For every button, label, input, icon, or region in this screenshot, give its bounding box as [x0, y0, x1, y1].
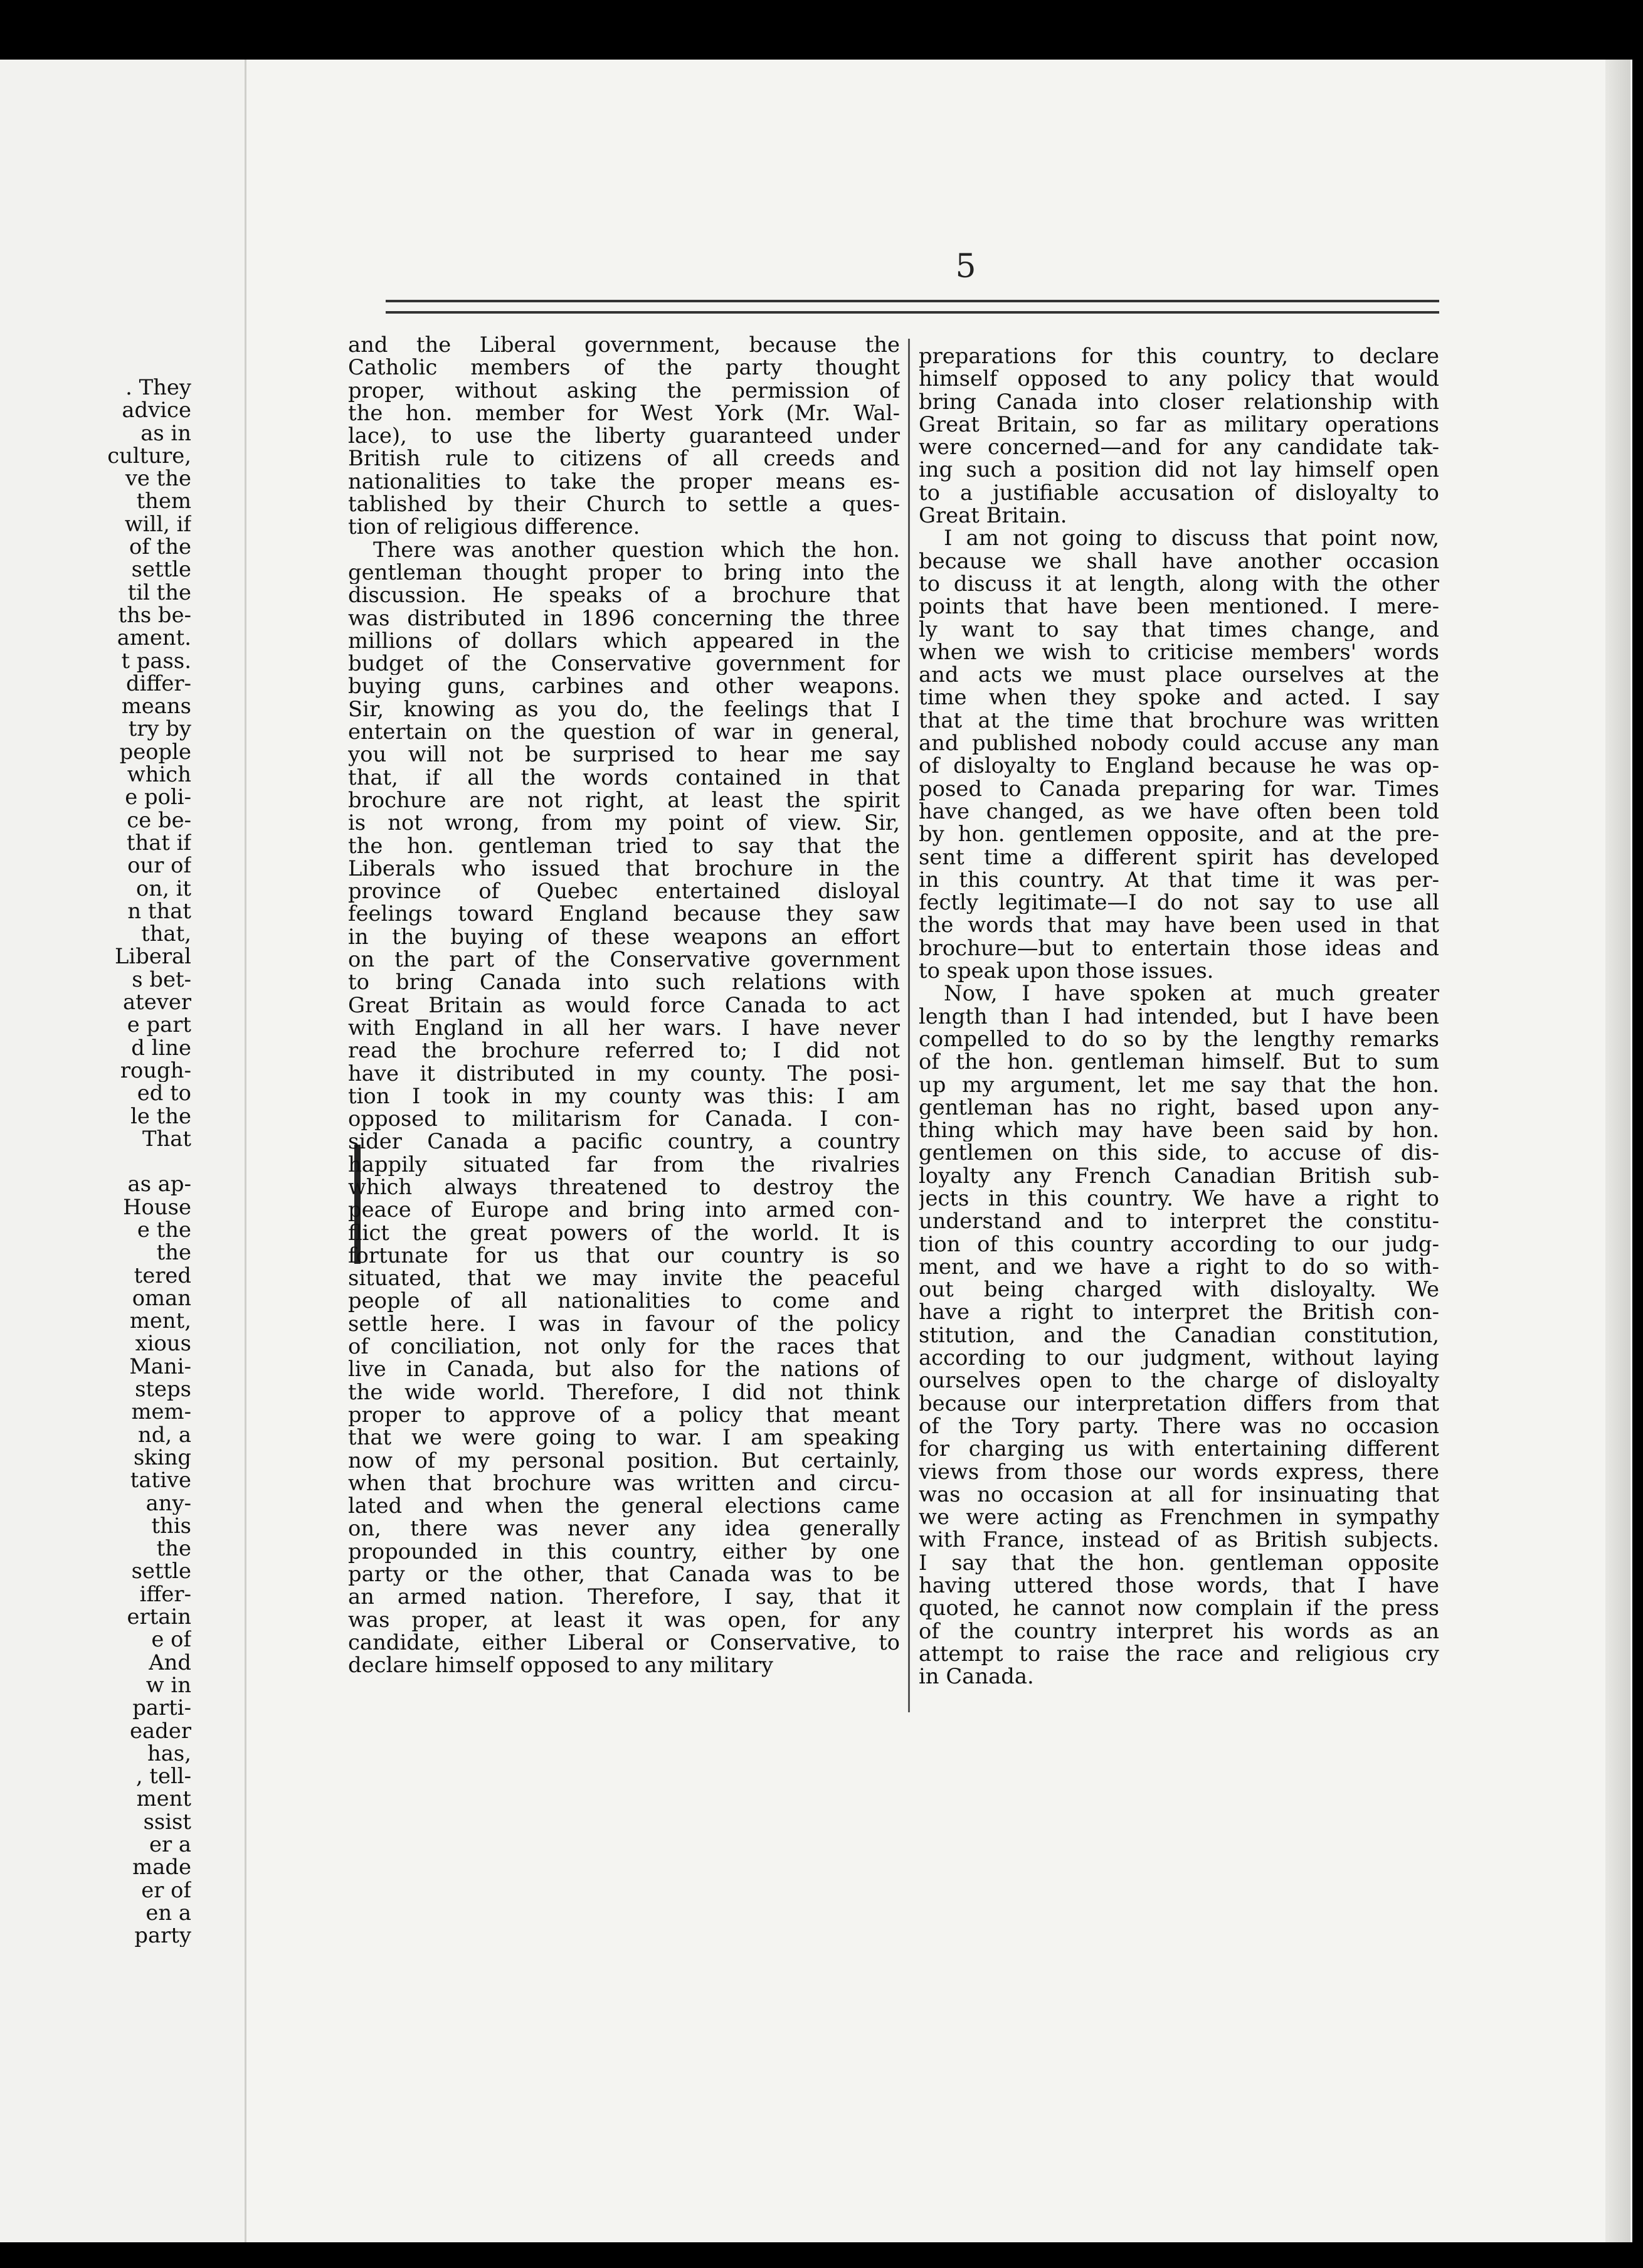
fragment-line: ve the: [125, 467, 191, 490]
fragment-line: any-: [145, 1492, 191, 1515]
text-line: Great Britain as would force Canada to act: [348, 994, 900, 1017]
text-line: were concerned—and for any candidate tak-: [919, 436, 1439, 459]
fragment-line: ssist: [143, 1810, 191, 1833]
fragment-line: Mani-: [129, 1355, 191, 1379]
text-line: declare himself opposed to any military: [348, 1654, 774, 1677]
fragment-line: er a: [149, 1833, 191, 1857]
text-line: points that have been mentioned. I mere-: [919, 595, 1439, 618]
fragment-line: e the: [137, 1218, 191, 1242]
text-line: on, there was never any idea generally: [348, 1517, 900, 1540]
fragment-line: settle: [131, 1560, 191, 1583]
fragment-line: And: [149, 1651, 191, 1674]
text-line: happily situated far from the rivalries: [348, 1153, 900, 1176]
text-line: tion of this country according to our judg-: [919, 1232, 1439, 1256]
text-line: flict the great powers of the world. It is: [348, 1221, 900, 1244]
text-line: the hon. member for West York (Mr. Wal-: [348, 401, 900, 425]
text-line: by hon. gentlemen opposite, and at the pre-: [919, 823, 1439, 846]
fragment-line: , tell-: [135, 1765, 191, 1788]
text-line: Great Britain, so far as military operations: [919, 413, 1439, 437]
text-line: lace), to use the liberty guaranteed under: [348, 425, 900, 448]
fragment-line: ment: [136, 1788, 191, 1811]
text-line: to discuss it at length, along with the other: [919, 572, 1439, 596]
text-line: Great Britain.: [919, 504, 1067, 527]
fragment-line: that,: [141, 923, 191, 946]
text-line: have a right to interpret the British con-: [919, 1301, 1439, 1324]
text-line: ly want to say that times change, and: [919, 618, 1439, 641]
text-line: of the Tory party. There was no occasion: [919, 1414, 1439, 1438]
text-line: loyalty any French Canadian British sub-: [919, 1164, 1439, 1187]
fragment-line: differ-: [125, 672, 191, 696]
text-line: stitution, and the Canadian constitution,: [919, 1323, 1439, 1347]
fragment-line: means: [121, 695, 191, 718]
text-line: preparations for this country, to declare: [919, 345, 1439, 368]
text-line: I say that the hon. gentleman opposite: [919, 1551, 1439, 1575]
text-line: sider Canada a pacific country, a country: [348, 1130, 900, 1153]
adjacent-page: [0, 60, 245, 2242]
text-line: and the Liberal government, because the: [348, 334, 900, 357]
text-line: up my argument, let me say that the hon.: [919, 1073, 1439, 1096]
fragment-line: ce be-: [127, 808, 191, 832]
text-line: with France, instead of as British subjects.: [919, 1529, 1439, 1552]
text-line: of conciliation, not only for the races that: [348, 1335, 900, 1359]
text-line: opposed to militarism for Canada. I con-: [348, 1108, 900, 1131]
fragment-line: the: [156, 1241, 191, 1264]
fragment-line: t pass.: [121, 649, 191, 672]
text-line: buying guns, carbines and other weapons.: [348, 675, 900, 698]
text-line: understand and to interpret the constitu-: [919, 1210, 1439, 1233]
fragment-line: d line: [131, 1036, 191, 1059]
text-line: is not wrong, from my point of view. Sir,: [348, 812, 900, 835]
text-line: sent time a different spirit has developed: [919, 845, 1439, 869]
text-line: proper to approve of a policy that meant: [348, 1403, 900, 1427]
text-line: jects in this country. We have a right to: [919, 1187, 1439, 1211]
adjacent-page-fragment-column: [0, 376, 191, 1947]
text-line: of the country interpret his words as an: [919, 1619, 1439, 1643]
fragment-line: this: [151, 1514, 191, 1538]
fragment-line: atever: [123, 991, 191, 1014]
fragment-line: er of: [141, 1879, 191, 1902]
text-line: peace of Europe and bring into armed con-: [348, 1199, 900, 1222]
fragment-line: House: [123, 1195, 191, 1219]
text-line: now of my personal position. But certainly,: [348, 1449, 900, 1472]
text-line: that we were going to war. I am speaking: [348, 1426, 900, 1449]
text-line: fortunate for us that our country is so: [348, 1244, 900, 1268]
text-line: having uttered those words, that I have: [919, 1574, 1439, 1598]
left-text-column: [348, 334, 900, 1677]
text-line: ment, and we have a right to do so with-: [919, 1255, 1439, 1279]
page-number: 5: [955, 248, 976, 285]
fragment-line: s bet-: [132, 968, 191, 992]
right-text-column: [919, 345, 1439, 1688]
fragment-line: sking: [133, 1446, 191, 1470]
fragment-line: iffer-: [139, 1582, 191, 1606]
fragment-line: ed to: [137, 1082, 191, 1105]
text-line: fectly legitimate—I do not say to use all: [919, 891, 1439, 914]
text-line: the words that may have been used in that: [919, 914, 1439, 937]
fragment-line: n that: [127, 899, 191, 923]
text-line: and published nobody could accuse any man: [919, 732, 1439, 755]
text-line: length than I had intended, but I have been: [919, 1005, 1439, 1028]
fragment-line: advice: [122, 399, 191, 422]
fragment-line: tative: [130, 1469, 191, 1492]
text-line: British rule to citizens of all creeds and: [348, 447, 900, 470]
text-line: the wide world. Therefore, I did not think: [348, 1380, 900, 1404]
text-line: and acts we must place ourselves at the: [919, 664, 1439, 687]
text-line: nationalities to take the proper means es-: [348, 470, 900, 494]
text-line: was no occasion at all for insinuating that: [919, 1483, 1439, 1507]
text-line: attempt to raise the race and religious cry: [919, 1642, 1439, 1666]
fragment-line: that if: [126, 831, 191, 855]
fragment-line: tered: [134, 1264, 191, 1287]
fragment-line: ertain: [127, 1606, 191, 1629]
fragment-line: e of: [151, 1628, 191, 1651]
text-line: party or the other, that Canada was to be: [348, 1563, 900, 1586]
text-line: on the part of the Conservative government: [348, 948, 900, 972]
page-edge: [1605, 60, 1630, 2242]
fragment-line: will, if: [124, 512, 191, 536]
text-line: Liberals who issued that brochure in the: [348, 857, 900, 881]
text-line: in Canada.: [919, 1665, 1034, 1688]
text-line: the hon. gentleman tried to say that the: [348, 834, 900, 857]
fragment-line: oman: [132, 1286, 191, 1310]
fragment-line: the: [156, 1537, 191, 1561]
text-line: have changed, as we have often been told: [919, 800, 1439, 824]
fragment-line: . They: [125, 376, 191, 400]
fragment-line: of the: [129, 536, 191, 559]
text-line: in the buying of these weapons an effort: [348, 925, 900, 949]
fragment-line: try by: [128, 718, 191, 741]
fragment-line: ment,: [129, 1310, 191, 1333]
fragment-line: xious: [135, 1332, 191, 1355]
fragment-line: ament.: [117, 627, 191, 650]
fragment-line: en a: [145, 1901, 191, 1925]
fragment-line: has,: [147, 1742, 191, 1766]
text-line: when that brochure was written and circu-: [348, 1471, 900, 1495]
text-line: which always threatened to destroy the: [348, 1175, 900, 1199]
text-line: gentleman thought proper to bring into the: [348, 561, 900, 585]
text-line: was distributed in 1896 concerning the three: [348, 607, 900, 630]
fragment-line: eader: [130, 1719, 191, 1742]
text-line: I am not going to discuss that point now,: [944, 527, 1439, 550]
text-line: people of all nationalities to come and: [348, 1290, 900, 1313]
text-line: situated, that we may invite the peaceful: [348, 1267, 900, 1290]
fragment-line: That: [142, 1127, 191, 1151]
text-line: candidate, either Liberal or Conservative, to: [348, 1631, 900, 1655]
text-line: of disloyalty to England because he was op-: [919, 755, 1439, 778]
fragment-line: culture,: [107, 444, 191, 468]
text-line: when we wish to criticise members' words: [919, 640, 1439, 664]
text-line: feelings toward England because they saw: [348, 903, 900, 926]
text-line: Sir, knowing as you do, the feelings that I: [348, 697, 900, 721]
fragment-line: our of: [127, 854, 191, 877]
fragment-line: e poli-: [125, 786, 191, 809]
text-line: ourselves open to the charge of disloyalty: [919, 1369, 1439, 1392]
text-line: lated and when the general elections came: [348, 1495, 900, 1518]
text-line: that, if all the words contained in that: [348, 766, 900, 789]
fragment-line: nd, a: [137, 1423, 191, 1446]
text-line: posed to Canada preparing for war. Times: [919, 777, 1439, 800]
text-line: ing such a position did not lay himself open: [919, 458, 1439, 482]
text-line: tablished by their Church to settle a ques-: [348, 493, 900, 516]
fragment-line: parti-: [132, 1697, 191, 1720]
fragment-line: settle: [131, 558, 191, 581]
text-line: of the hon. gentleman himself. But to sum: [919, 1051, 1439, 1074]
text-line: compelled to do so by the lengthy remarks: [919, 1027, 1439, 1051]
fragment-line: as ap-: [127, 1173, 191, 1196]
text-line: live in Canada, but also for the nations of: [348, 1358, 900, 1381]
text-line: an armed nation. Therefore, I say, that it: [348, 1586, 900, 1609]
text-line: to speak upon those issues.: [919, 960, 1214, 983]
text-line: entertain on the question of war in general,: [348, 721, 900, 744]
fragment-line: e part: [127, 1014, 191, 1037]
text-line: have it distributed in my county. The posi-: [348, 1062, 900, 1085]
text-line: quoted, he cannot now complain if the press: [919, 1597, 1439, 1620]
text-line: budget of the Conservative government for: [348, 652, 900, 676]
text-line: because our interpretation differs from that: [919, 1392, 1439, 1415]
fragment-line: which: [127, 763, 191, 787]
text-line: we were acting as Frenchmen in sympathy: [919, 1506, 1439, 1529]
text-line: to a justifiable accusation of disloyalty to: [919, 481, 1439, 505]
header-rule: [386, 300, 1439, 314]
text-line: propounded in this country, either by one: [348, 1540, 900, 1564]
fragment-line: as in: [140, 421, 191, 445]
text-line: according to our judgment, without laying: [919, 1347, 1439, 1370]
text-line: himself opposed to any policy that would: [919, 368, 1439, 391]
text-line: you will not be surprised to hear me say: [348, 743, 900, 766]
fragment-line: rough-: [120, 1059, 191, 1083]
text-line: that at the time that brochure was written: [919, 709, 1439, 733]
fragment-line: on, it: [136, 877, 191, 900]
text-line: thing which may have been said by hon.: [919, 1119, 1439, 1142]
text-line: out being charged with disloyalty. We: [919, 1278, 1439, 1301]
text-line: Catholic members of the party thought: [348, 356, 900, 379]
text-line: discussion. He speaks of a brochure that: [348, 584, 900, 607]
text-line: views from those our words express, there: [919, 1460, 1439, 1483]
text-line: province of Quebec entertained disloyal: [348, 880, 900, 903]
text-line: to bring Canada into such relations with: [348, 971, 900, 994]
column-divider: [908, 339, 910, 1712]
fragment-line: mem-: [131, 1401, 191, 1424]
text-line: brochure—but to entertain those ideas and: [919, 936, 1439, 960]
text-line: time when they spoke and acted. I say: [919, 686, 1439, 709]
text-line: settle here. I was in favour of the policy: [348, 1312, 900, 1336]
text-line: tion I took in my county was this: I am: [348, 1084, 900, 1108]
fragment-line: them: [136, 490, 191, 513]
fragment-line: steps: [135, 1378, 191, 1401]
text-line: tion of religious difference.: [348, 516, 640, 539]
fragment-line: w in: [145, 1673, 191, 1697]
fragment-line: til the: [127, 581, 191, 604]
text-line: because we shall have another occasion: [919, 549, 1439, 573]
fragment-line: Liberal: [114, 945, 191, 968]
fragment-line: people: [119, 740, 191, 764]
fragment-line: ths be-: [118, 603, 191, 627]
text-line: for charging us with entertaining different: [919, 1438, 1439, 1461]
text-line: bring Canada into closer relationship with: [919, 390, 1439, 413]
fragment-line: party: [134, 1924, 191, 1947]
text-line: brochure are not right, at least the spirit: [348, 788, 900, 812]
text-line: millions of dollars which appeared in the: [348, 629, 900, 653]
fragment-line: le the: [130, 1105, 191, 1128]
text-line: with England in all her wars. I have never: [348, 1016, 900, 1040]
text-line: was proper, at least it was open, for any: [348, 1608, 900, 1631]
fragment-line: [0, 1150, 191, 1173]
text-line: gentleman has no right, based upon any-: [919, 1096, 1439, 1120]
text-line: read the brochure referred to; I did not: [348, 1039, 900, 1062]
text-line: There was another question which the hon.: [373, 538, 900, 561]
text-line: proper, without asking the permission of: [348, 379, 900, 402]
text-line: in this country. At that time it was per-: [919, 868, 1439, 892]
fragment-line: made: [132, 1856, 191, 1879]
text-line: gentlemen on this side, to accuse of dis-: [919, 1142, 1439, 1165]
text-line: Now, I have spoken at much greater: [944, 982, 1439, 1005]
